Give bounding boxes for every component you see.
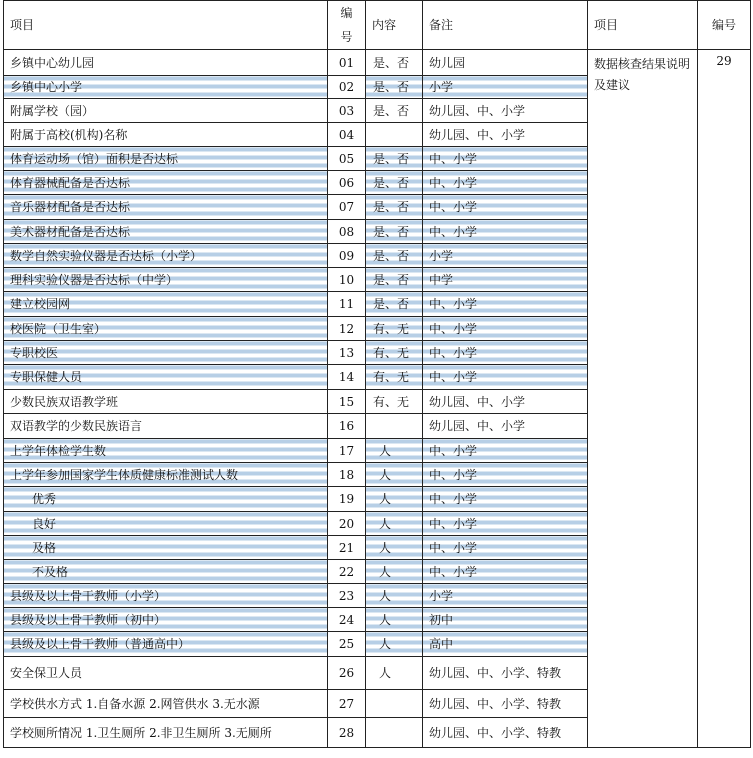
row-number: 11 [328, 292, 366, 317]
row-item-name: 安全保卫人员 [4, 657, 328, 690]
header-row [4, 1, 751, 50]
row-content: 是、否 [366, 195, 423, 220]
row-remark: 高中 [423, 632, 588, 657]
row-item-name: 音乐器材配备是否达标 [4, 195, 328, 220]
row-content: 是、否 [366, 292, 423, 317]
row-number: 16 [328, 414, 366, 439]
row-item-name: 县级及以上骨干教师（初中） [4, 608, 328, 632]
row-content: 人 [366, 560, 423, 584]
header-remark: 备注 [423, 1, 588, 50]
row-remark: 小学 [423, 244, 588, 268]
row-content: 人 [366, 463, 423, 487]
row-content: 人 [366, 584, 423, 608]
row-number: 01 [328, 50, 366, 76]
row-content [366, 123, 423, 147]
row-content: 是、否 [366, 76, 423, 99]
header-num [328, 1, 366, 50]
row-item-name: 双语教学的少数民族语言 [4, 414, 328, 439]
row-number: 21 [328, 536, 366, 560]
row-item-name: 县级及以上骨干教师（小学） [4, 584, 328, 608]
row-number: 12 [328, 317, 366, 341]
row-remark: 中、小学 [423, 341, 588, 365]
row-number: 07 [328, 195, 366, 220]
row-remark: 中、小学 [423, 536, 588, 560]
row-remark: 幼儿园、中、小学 [423, 390, 588, 414]
row-content: 人 [366, 487, 423, 512]
row-item-name: 理科实验仪器是否达标（中学） [4, 268, 328, 292]
row-remark: 中、小学 [423, 463, 588, 487]
row-item-name: 数学自然实验仪器是否达标（小学） [4, 244, 328, 268]
row-content: 有、无 [366, 341, 423, 365]
row-remark: 幼儿园、中、小学 [423, 123, 588, 147]
row-item-name: 体育运动场（馆）面积是否达标 [4, 147, 328, 171]
header-right-num: 编号 [698, 1, 751, 50]
row-content: 有、无 [366, 365, 423, 390]
row-content: 人 [366, 536, 423, 560]
row-number: 06 [328, 171, 366, 195]
row-remark: 中、小学 [423, 365, 588, 390]
header-item: 项目 [4, 1, 328, 50]
row-content: 是、否 [366, 268, 423, 292]
row-remark: 中、小学 [423, 292, 588, 317]
row-number: 05 [328, 147, 366, 171]
row-content: 人 [366, 608, 423, 632]
row-item-name: 良好 [4, 512, 328, 536]
row-remark: 幼儿园、中、小学、特教 [423, 718, 588, 748]
row-number: 09 [328, 244, 366, 268]
header-num-top: 编 [340, 6, 353, 20]
row-remark: 中学 [423, 268, 588, 292]
row-item-name: 优秀 [4, 487, 328, 512]
row-remark: 幼儿园、中、小学、特教 [423, 657, 588, 690]
row-number: 02 [328, 76, 366, 99]
row-content: 人 [366, 657, 423, 690]
row-item-name: 附属于高校(机构)名称 [4, 123, 328, 147]
row-item-name: 美术器材配备是否达标 [4, 220, 328, 244]
row-number: 27 [328, 690, 366, 718]
header-num-bottom: 号 [340, 30, 353, 44]
row-item-name: 附属学校（园） [4, 99, 328, 123]
row-number: 25 [328, 632, 366, 657]
row-remark: 中、小学 [423, 220, 588, 244]
row-content: 有、无 [366, 317, 423, 341]
row-content: 是、否 [366, 99, 423, 123]
row-item-name: 及格 [4, 536, 328, 560]
row-number: 26 [328, 657, 366, 690]
row-item-name: 乡镇中心小学 [4, 76, 328, 99]
row-remark: 中、小学 [423, 171, 588, 195]
row-number: 23 [328, 584, 366, 608]
check-result-number: 29 [698, 50, 751, 748]
row-content [366, 718, 423, 748]
row-remark: 幼儿园、中、小学 [423, 99, 588, 123]
header-right-item: 项目 [588, 1, 698, 50]
row-item-name: 专职保健人员 [4, 365, 328, 390]
row-number: 17 [328, 439, 366, 463]
row-remark: 幼儿园 [423, 50, 588, 76]
data-check-table [3, 0, 751, 748]
row-item-name: 体育器械配备是否达标 [4, 171, 328, 195]
row-item-name: 乡镇中心幼儿园 [4, 50, 328, 76]
row-item-name: 学校供水方式 1.自备水源 2.网管供水 3.无水源 [4, 690, 328, 718]
row-content: 是、否 [366, 244, 423, 268]
table-row [4, 50, 751, 76]
row-content: 有、无 [366, 390, 423, 414]
row-content [366, 690, 423, 718]
row-item-name: 上学年参加国家学生体质健康标准测试人数 [4, 463, 328, 487]
row-remark: 小学 [423, 584, 588, 608]
row-remark: 中、小学 [423, 317, 588, 341]
row-number: 10 [328, 268, 366, 292]
row-number: 03 [328, 99, 366, 123]
row-content: 人 [366, 512, 423, 536]
row-item-name: 校医院（卫生室） [4, 317, 328, 341]
row-remark: 幼儿园、中、小学 [423, 414, 588, 439]
row-remark: 中、小学 [423, 560, 588, 584]
row-item-name: 不及格 [4, 560, 328, 584]
row-item-name: 建立校园网 [4, 292, 328, 317]
row-item-name: 少数民族双语教学班 [4, 390, 328, 414]
row-remark: 初中 [423, 608, 588, 632]
row-number: 19 [328, 487, 366, 512]
row-remark: 小学 [423, 76, 588, 99]
row-content: 人 [366, 439, 423, 463]
row-content: 是、否 [366, 220, 423, 244]
row-remark: 中、小学 [423, 512, 588, 536]
check-result-label: 数据核查结果说明及建议 [588, 50, 698, 748]
row-number: 22 [328, 560, 366, 584]
row-number: 13 [328, 341, 366, 365]
row-item-name: 县级及以上骨干教师（普通高中） [4, 632, 328, 657]
row-item-name: 学校厕所情况 1.卫生厕所 2.非卫生厕所 3.无厕所 [4, 718, 328, 748]
row-remark: 中、小学 [423, 439, 588, 463]
row-item-name: 专职校医 [4, 341, 328, 365]
row-number: 24 [328, 608, 366, 632]
row-content: 是、否 [366, 147, 423, 171]
row-item-name: 上学年体检学生数 [4, 439, 328, 463]
row-number: 14 [328, 365, 366, 390]
row-number: 18 [328, 463, 366, 487]
row-remark: 中、小学 [423, 147, 588, 171]
row-content: 人 [366, 632, 423, 657]
row-number: 20 [328, 512, 366, 536]
row-remark: 中、小学 [423, 487, 588, 512]
row-content [366, 414, 423, 439]
row-number: 28 [328, 718, 366, 748]
row-remark: 幼儿园、中、小学、特教 [423, 690, 588, 718]
row-content: 是、否 [366, 50, 423, 76]
row-number: 15 [328, 390, 366, 414]
row-remark: 中、小学 [423, 195, 588, 220]
header-content: 内容 [366, 1, 423, 50]
row-number: 04 [328, 123, 366, 147]
row-number: 08 [328, 220, 366, 244]
row-content: 是、否 [366, 171, 423, 195]
